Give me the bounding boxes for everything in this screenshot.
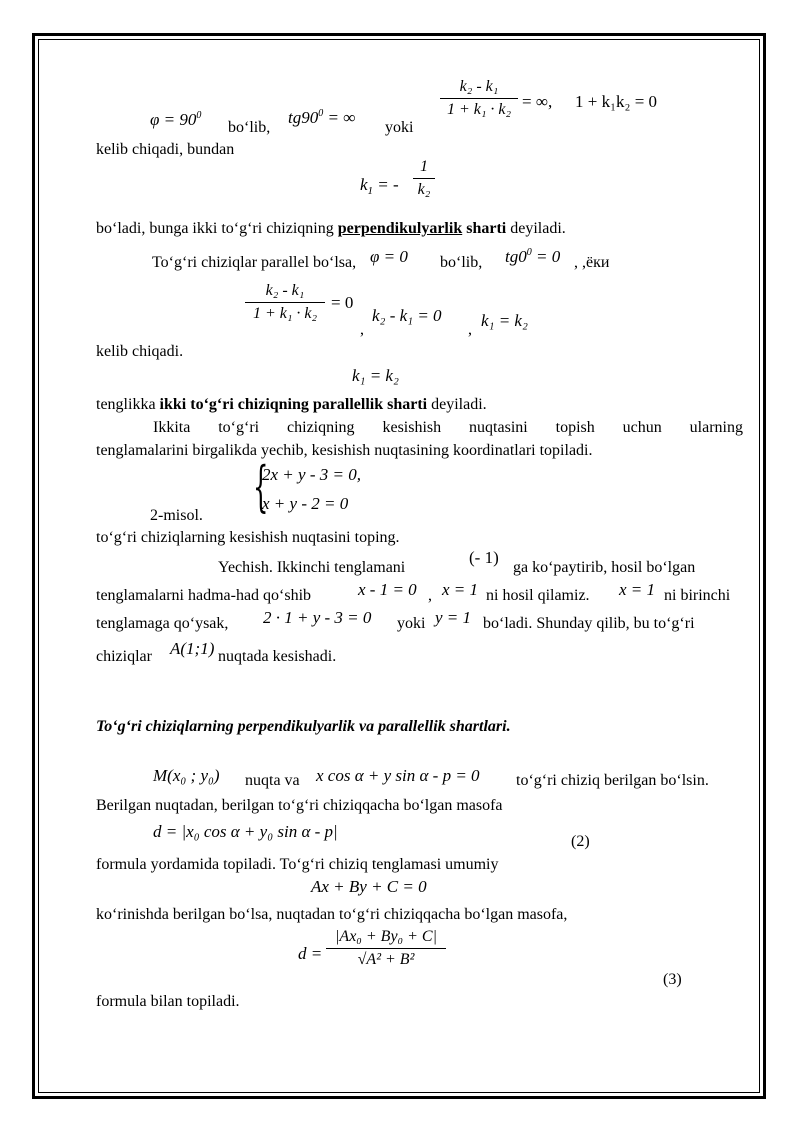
sol-2b: ni hosil qilamiz. bbox=[486, 587, 590, 604]
sol-4b: nuqtada kesishadi. bbox=[218, 648, 337, 665]
sol-4a: chiziqlar bbox=[96, 648, 152, 665]
misol-label: 2-misol. bbox=[150, 507, 203, 524]
k1-lhs: $k_1$ = - bbox=[360, 175, 399, 197]
nuqta-va: nuqta va bbox=[245, 772, 300, 789]
minus-one: (- 1) bbox=[469, 548, 499, 567]
sol-x-eq-1b: x = 1 bbox=[619, 580, 656, 599]
dist-tail: to‘g‘ri chiziq berilgan bo‘lsin. bbox=[516, 772, 709, 789]
sol-2d: ni birinchi bbox=[664, 587, 731, 604]
k-equal-1: k₁ = k₂ bbox=[481, 311, 528, 330]
parallel-condition: tenglikka ikki to‘g‘ri chiziqning parallellik sharti deyiladi. bbox=[96, 396, 487, 413]
sol-2c: , bbox=[428, 587, 432, 604]
phi-90: $\varphi = 90^0$ bbox=[150, 110, 202, 129]
comma-2: , bbox=[468, 321, 472, 338]
dist-line-3: formula yordamida topiladi. To‘g‘ri chiziq tenglamasi umumiy bbox=[96, 856, 499, 873]
sol-y-eq-1: y = 1 bbox=[435, 608, 472, 627]
point-M: M(x₀ ; y₀) bbox=[153, 766, 220, 785]
perp-condition: 1 + k₁k₂ = 0 bbox=[575, 92, 658, 111]
eq-number-2: (2) bbox=[571, 833, 590, 850]
d-lhs: d = bbox=[298, 944, 323, 963]
system-eq-2: x + y - 2 = 0 bbox=[262, 494, 349, 513]
sol-x-minus-1: x - 1 = 0 bbox=[358, 580, 417, 599]
phi-zero: φ = 0 bbox=[370, 247, 408, 266]
section-title: To‘g‘ri chiziqlarning perpendikulyarlik va parallellik shartlari. bbox=[96, 718, 511, 735]
parallel-eq-zero: = 0 bbox=[331, 293, 354, 312]
k1-fraction: 1 k₂ bbox=[413, 158, 435, 199]
distance-formula-2: d = |x₀ cos α + y₀ sin α - p| bbox=[153, 822, 338, 841]
infinity-eq: = ∞, bbox=[522, 92, 553, 111]
perp-sentence: bo‘ladi, bunga ikki to‘g‘ri chiziqning perpendikulyarlik sharti deyiladi. bbox=[96, 220, 566, 237]
yoki-text: yoki bbox=[385, 119, 414, 136]
sol-3a: tenglamaga qo‘ysak, bbox=[96, 615, 229, 632]
bolib-text: bo‘lib, bbox=[228, 119, 271, 136]
sol-3c: bo‘ladi. Shunday qilib, bu to‘g‘ri bbox=[483, 615, 695, 632]
sol-3b: yoki bbox=[397, 615, 426, 632]
kelib-chiqadi-1: kelib chiqadi, bundan bbox=[96, 141, 235, 158]
normal-line-eq: x cos α + y sin α - p = 0 bbox=[316, 766, 480, 785]
intersect-line-2: tenglamalarini birgalikda yechib, kesishish nuqtasining koordinatlari topiladi. bbox=[96, 442, 593, 459]
parallel-bolib: bo‘lib, bbox=[440, 254, 483, 271]
task-text: to‘g‘ri chiziqlarning kesishish nuqtasini toping. bbox=[96, 529, 400, 546]
system-brace: { bbox=[253, 455, 269, 518]
sol-2a: tenglamalarni hadma-had qo‘shib bbox=[96, 587, 312, 604]
k-diff-zero: k₂ - k₁ = 0 bbox=[372, 306, 442, 325]
sol-sub-eq: 2 · 1 + y - 3 = 0 bbox=[263, 608, 372, 627]
tg-90: $tg90^0$ = ∞ bbox=[288, 108, 356, 127]
general-line-eq: Ax + By + C = 0 bbox=[311, 877, 427, 896]
sol-1b: ga ko‘paytirib, hosil bo‘lgan bbox=[513, 559, 696, 576]
dist-line-4: ko‘rinishda berilgan bo‘lsa, nuqtadan to‘g‘ri chiziqqacha bo‘lgan masofa, bbox=[96, 906, 568, 923]
dist-line-2: Berilgan nuqtadan, berilgan to‘g‘ri chiziqqacha bo‘lgan masofa bbox=[96, 797, 503, 814]
k-equal-2: k₁ = k₂ bbox=[352, 366, 399, 385]
kelib-chiqadi-2: kelib chiqadi. bbox=[96, 343, 184, 360]
tg-zero: $tg0^0 = 0$ bbox=[505, 247, 561, 266]
intersect-line-1: Ikkita to‘g‘ri chiziqning kesishish nuqtasini topish uchun ularning bbox=[153, 419, 743, 436]
parallel-sentence: To‘g‘ri chiziqlar parallel bo‘lsa, bbox=[152, 254, 357, 271]
eki-text: , ,ёки bbox=[574, 254, 610, 271]
parallel-fraction: k₂ - k₁ 1 + k₁ · k₂ bbox=[245, 282, 325, 323]
sol-1a: Yechish. Ikkinchi tenglamani bbox=[218, 559, 406, 576]
comma-1: , bbox=[360, 321, 364, 338]
system-eq-1: 2x + y - 3 = 0, bbox=[262, 465, 361, 484]
distance-fraction-3: |Ax₀ + By₀ + C| √A² + B² bbox=[326, 928, 446, 969]
angle-fraction: k₂ - k₁ 1 + k₁ · k₂ bbox=[440, 78, 518, 119]
sol-x-eq-1: x = 1 bbox=[442, 580, 479, 599]
eq-number-3: (3) bbox=[663, 971, 682, 988]
dist-line-5: formula bilan topiladi. bbox=[96, 993, 240, 1010]
point-A: A(1;1) bbox=[170, 639, 215, 658]
